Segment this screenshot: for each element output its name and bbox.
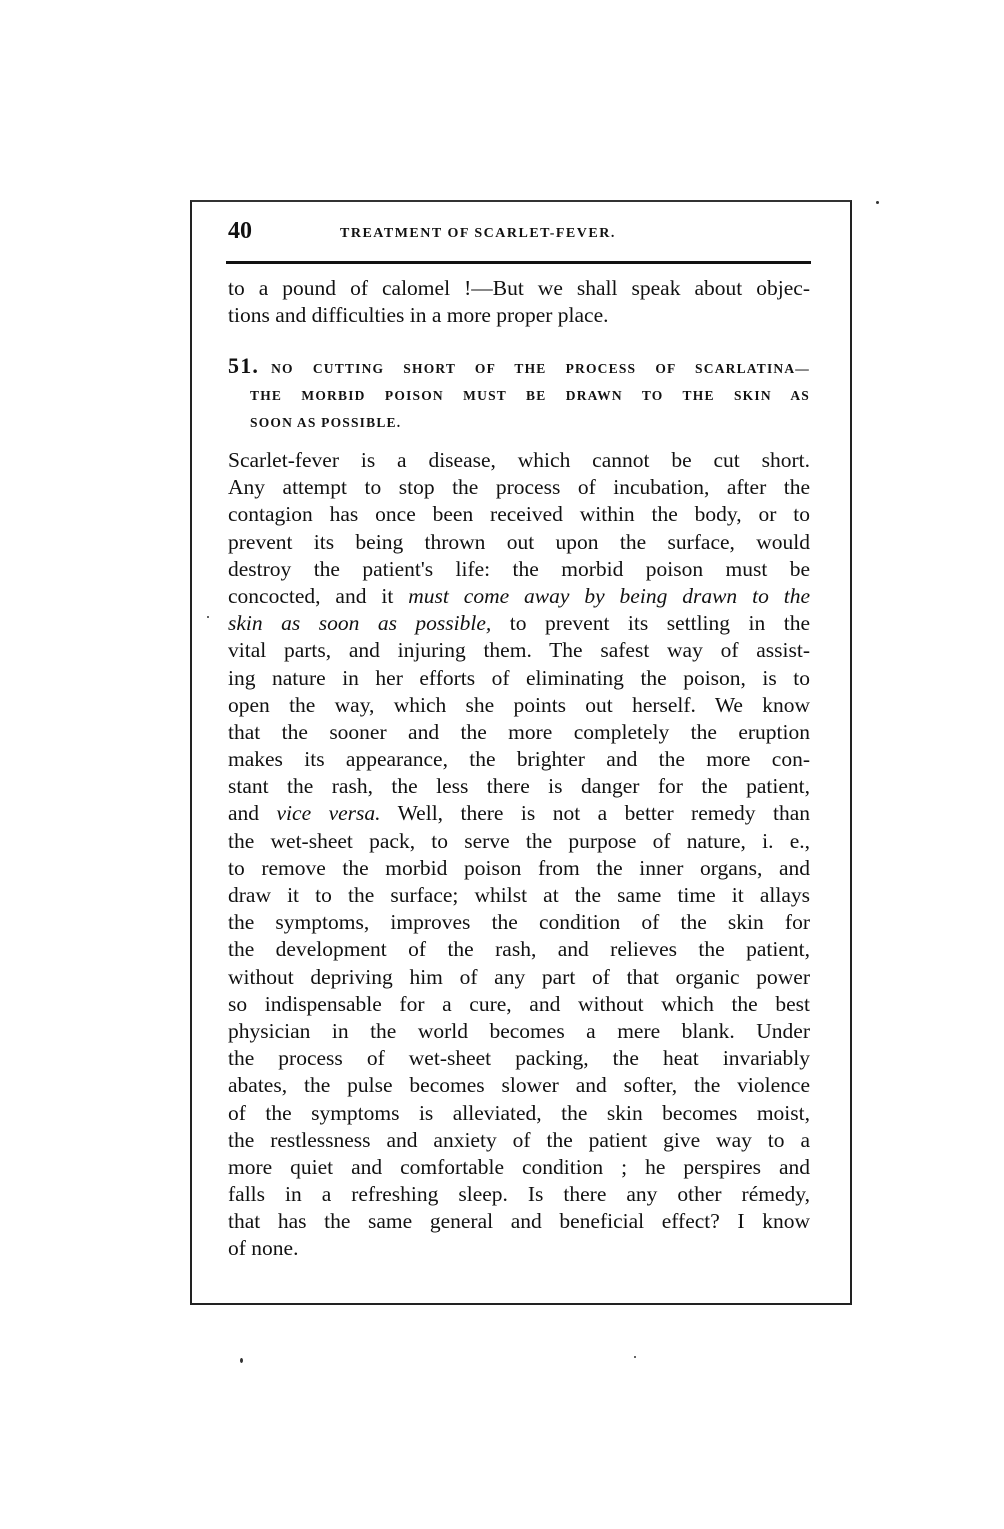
text-run: the restlessness and anxiety of the patient give way to a [228, 1127, 810, 1152]
text-line [228, 529, 810, 556]
text-run: tions and difficulties in a more proper place. [228, 303, 609, 328]
section-number: 51. [228, 353, 260, 378]
text-run: more quiet and comfortable condition ; he perspires and [228, 1154, 810, 1179]
text-run: contagion has once been received within the body, or to [228, 502, 810, 527]
text-line [228, 746, 810, 773]
text-run: destroy the patient's life: the morbid poison must be [228, 556, 810, 581]
text-run: the wet-sheet pack, to serve the purpose of nature, i. e., [228, 828, 810, 853]
text-line [228, 1072, 810, 1099]
text-run: makes its appearance, the brighter and the more con- [228, 747, 810, 772]
text-line [228, 692, 810, 719]
text-line [228, 1181, 810, 1208]
text-run: the symptoms, improves the condition of the skin for [228, 910, 810, 935]
text-run: the process of wet-sheet packing, the heat invariably [228, 1046, 810, 1071]
heading-line [228, 352, 810, 382]
heading-line: SOON AS POSSIBLE. [250, 415, 402, 430]
text-run: Well, there is not a better remedy than [380, 801, 811, 826]
text-line [228, 637, 810, 664]
intro-paragraph [228, 275, 810, 329]
text-line [228, 275, 810, 302]
text-line [228, 909, 810, 936]
text-line [228, 610, 810, 637]
text-run: draw it to the surface; whilst at the same time it allays [228, 883, 810, 907]
scan-speck [207, 616, 209, 618]
text-run: stant the rash, the less there is danger for the patient, [228, 774, 810, 799]
text-run: the development of the rash, and relieves the patient, [228, 937, 810, 962]
italic-text: skin as soon as possible, [228, 611, 492, 636]
text-run: of the symptoms is alleviated, the skin becomes moist, [228, 1100, 810, 1125]
text-run: to prevent its settling in the [491, 611, 810, 636]
text-run: prevent its being thrown out upon the surface, would [228, 529, 810, 554]
text-run: without depriving him of any part of that organic power [228, 964, 810, 989]
italic-text: must come away by being drawn to the [408, 583, 810, 608]
text-line [228, 1045, 810, 1072]
text-run: and [228, 801, 277, 826]
text-run: open the way, which she points out herself. We know [228, 692, 810, 717]
text-line [228, 1154, 810, 1181]
italic-text: vice versa. [276, 801, 381, 826]
scan-speck [634, 1356, 636, 1358]
text-run: that the sooner and the more completely the eruption [228, 719, 810, 744]
text-run: to a pound of calomel !—But we shall speak about objec- [228, 276, 810, 300]
text-line [228, 719, 810, 746]
section-heading [228, 352, 810, 436]
text-line [228, 828, 810, 855]
text-line [228, 1127, 810, 1154]
text-line [228, 855, 810, 882]
text-run: physician in the world becomes a mere blank. Under [228, 1018, 810, 1043]
text-line [228, 964, 810, 991]
scan-speck [240, 1358, 243, 1363]
text-run: to remove the morbid poison from the inner organs, and [228, 855, 810, 880]
text-line [228, 556, 810, 583]
body-paragraph [228, 447, 810, 1263]
text-run: vital parts, and injuring them. The safest way of assist- [228, 638, 810, 663]
text-line [228, 1208, 810, 1235]
text-line [228, 474, 810, 501]
text-line [228, 1018, 810, 1045]
text-line [228, 800, 810, 827]
text-line [228, 1235, 810, 1262]
text-line [228, 665, 810, 692]
scan-speck [876, 201, 879, 204]
text-run: Scarlet-fever is a disease, which cannot be cut short. [228, 448, 810, 472]
text-run: that has the same general and beneficial effect? I know [228, 1209, 810, 1234]
text-line [228, 302, 810, 329]
text-line [228, 583, 810, 610]
text-run: so indispensable for a cure, and without which the best [228, 991, 810, 1016]
text-line [228, 882, 810, 909]
text-line [228, 773, 810, 800]
text-line [228, 1100, 810, 1127]
heading-line: THE MORBID POISON MUST BE DRAWN TO THE SKIN AS [250, 388, 810, 403]
page-number: 40 [228, 218, 252, 244]
header-rule [226, 261, 811, 264]
text-line [228, 501, 810, 528]
text-line [228, 447, 810, 474]
text-run: concocted, and it [228, 583, 409, 608]
text-line [228, 991, 810, 1018]
text-run: of none. [228, 1236, 299, 1261]
running-head: TREATMENT OF SCARLET-FEVER. [340, 226, 616, 241]
text-line [228, 936, 810, 963]
text-run: abates, the pulse becomes slower and softer, the violence [228, 1073, 810, 1098]
text-run: ing nature in her efforts of eliminating the poison, is to [228, 665, 810, 690]
heading-text: NO CUTTING SHORT OF THE PROCESS OF SCARLATINA— [271, 361, 810, 376]
text-run: Any attempt to stop the process of incubation, after the [228, 475, 810, 500]
text-run: falls in a refreshing sleep. Is there any other rémedy, [228, 1182, 810, 1207]
